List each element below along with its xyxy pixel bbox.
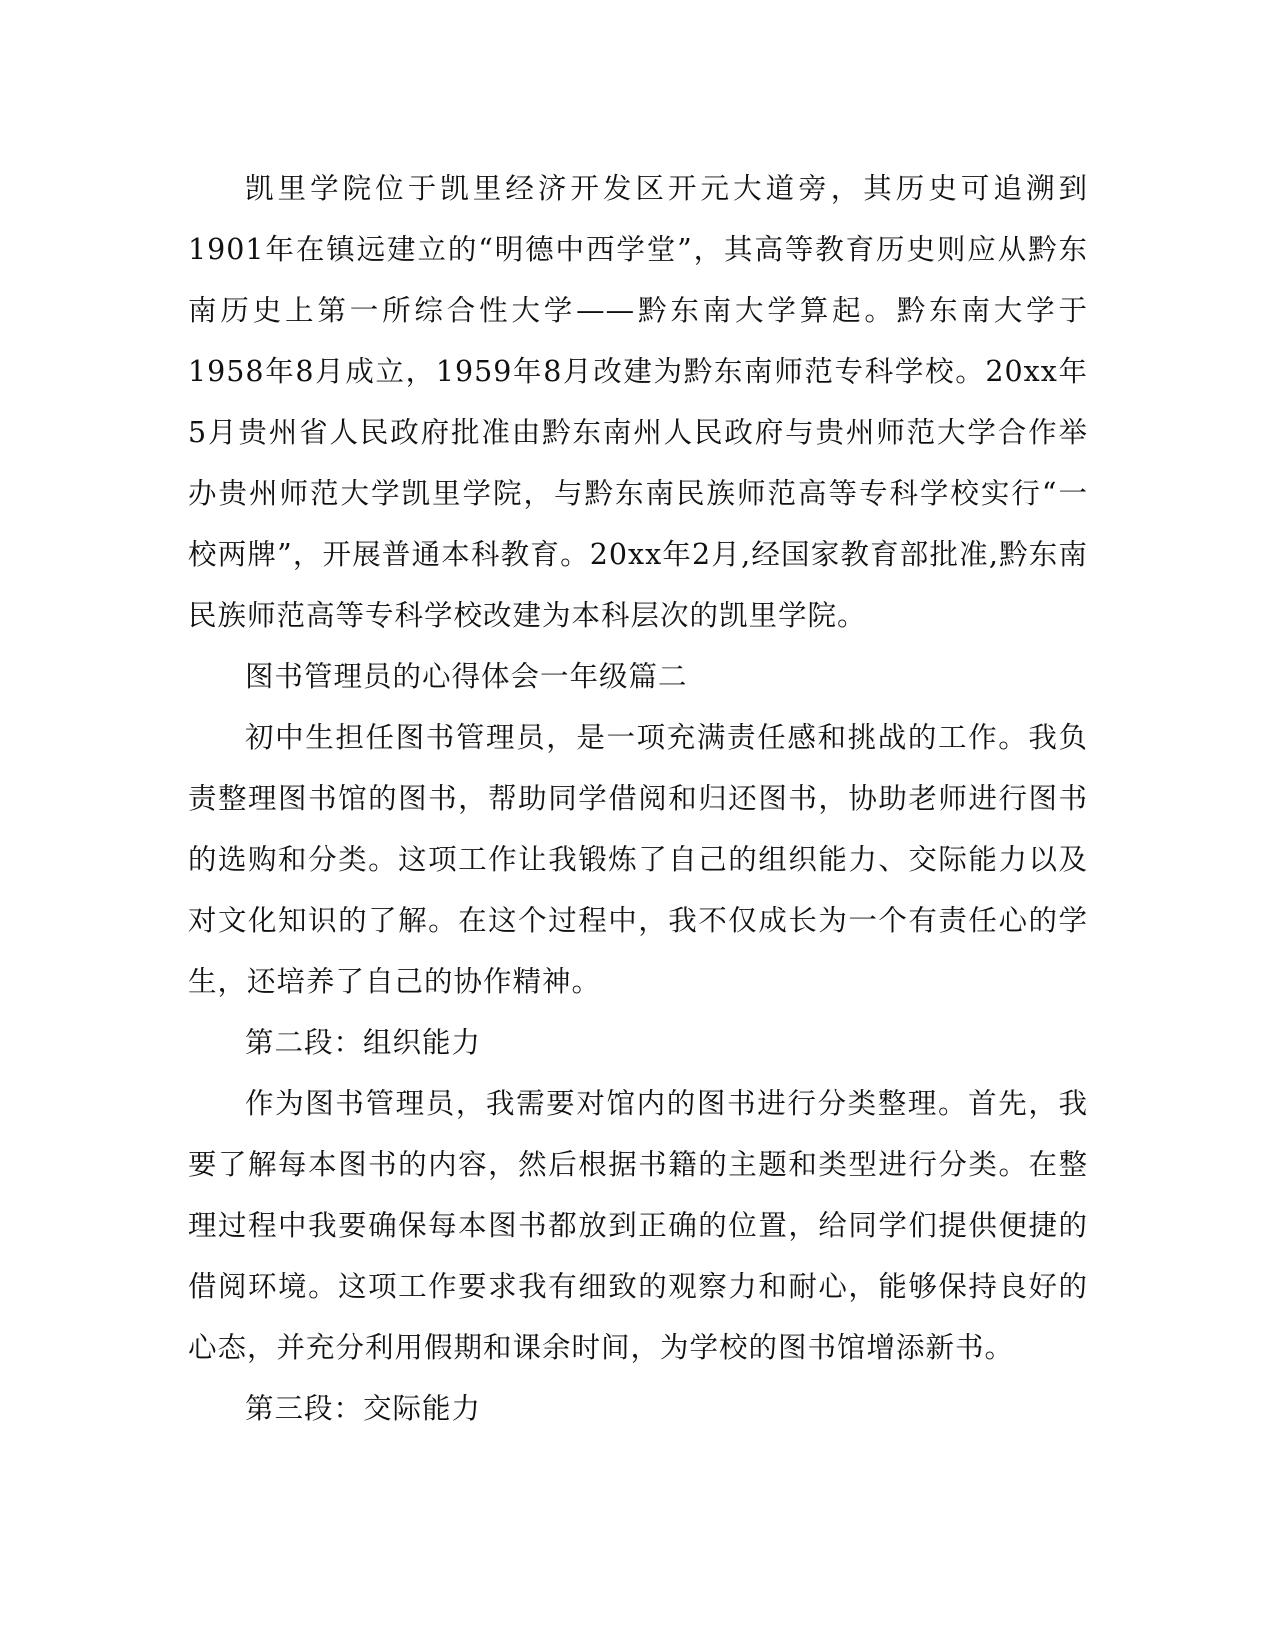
paragraph-history: 凯里学院位于凯里经济开发区开元大道旁，其历史可追溯到1901年在镇远建立的“明德中西学堂”，其高等教育历史则应从黔东南历史上第一所综合性大学——黔东南大学算起。黔东南大学于1958年8月成立，1959年8月改建为黔东南师范专科学校。20xx年5月贵州省人民政府批准由黔东南州人民政府与贵州师范大学合作举办贵州师范大学凯里学院，与黔东南民族师范高等专科学校实行“一校两牌”，开展普通本科教育。20xx年2月,经国家教育部批准,黔东南民族师范高等专科学校改建为本科层次的凯里学院。 bbox=[188, 172, 1089, 632]
section-heading-organization: 第二段：组织能力 bbox=[245, 1026, 482, 1059]
paragraph-organization: 作为图书管理员，我需要对馆内的图书进行分类整理。首先，我要了解每本图书的内容，然后根据书籍的主题和类型进行分类。在整理过程中我要确保每本图书都放到正确的位置，给同学们提供便捷的借阅环境。这项工作要求我有细致的观察力和耐心，能够保持良好的心态，并充分利用假期和课余时间，为学校的图书馆增添新书。 bbox=[188, 1087, 1088, 1364]
section-title: 图书管理员的心得体会一年级篇二 bbox=[245, 660, 688, 693]
paragraph-intro: 初中生担任图书管理员，是一项充满责任感和挑战的工作。我负责整理图书馆的图书，帮助同学借阅和归还图书，协助老师进行图书的选购和分类。这项工作让我锻炼了自己的组织能力、交际能力以及对文化知识的了解。在这个过程中，我不仅成长为一个有责任心的学生，还培养了自己的协作精神。 bbox=[188, 721, 1088, 998]
section-heading-communication: 第三段：交际能力 bbox=[245, 1392, 482, 1425]
document-body bbox=[188, 158, 1088, 1439]
